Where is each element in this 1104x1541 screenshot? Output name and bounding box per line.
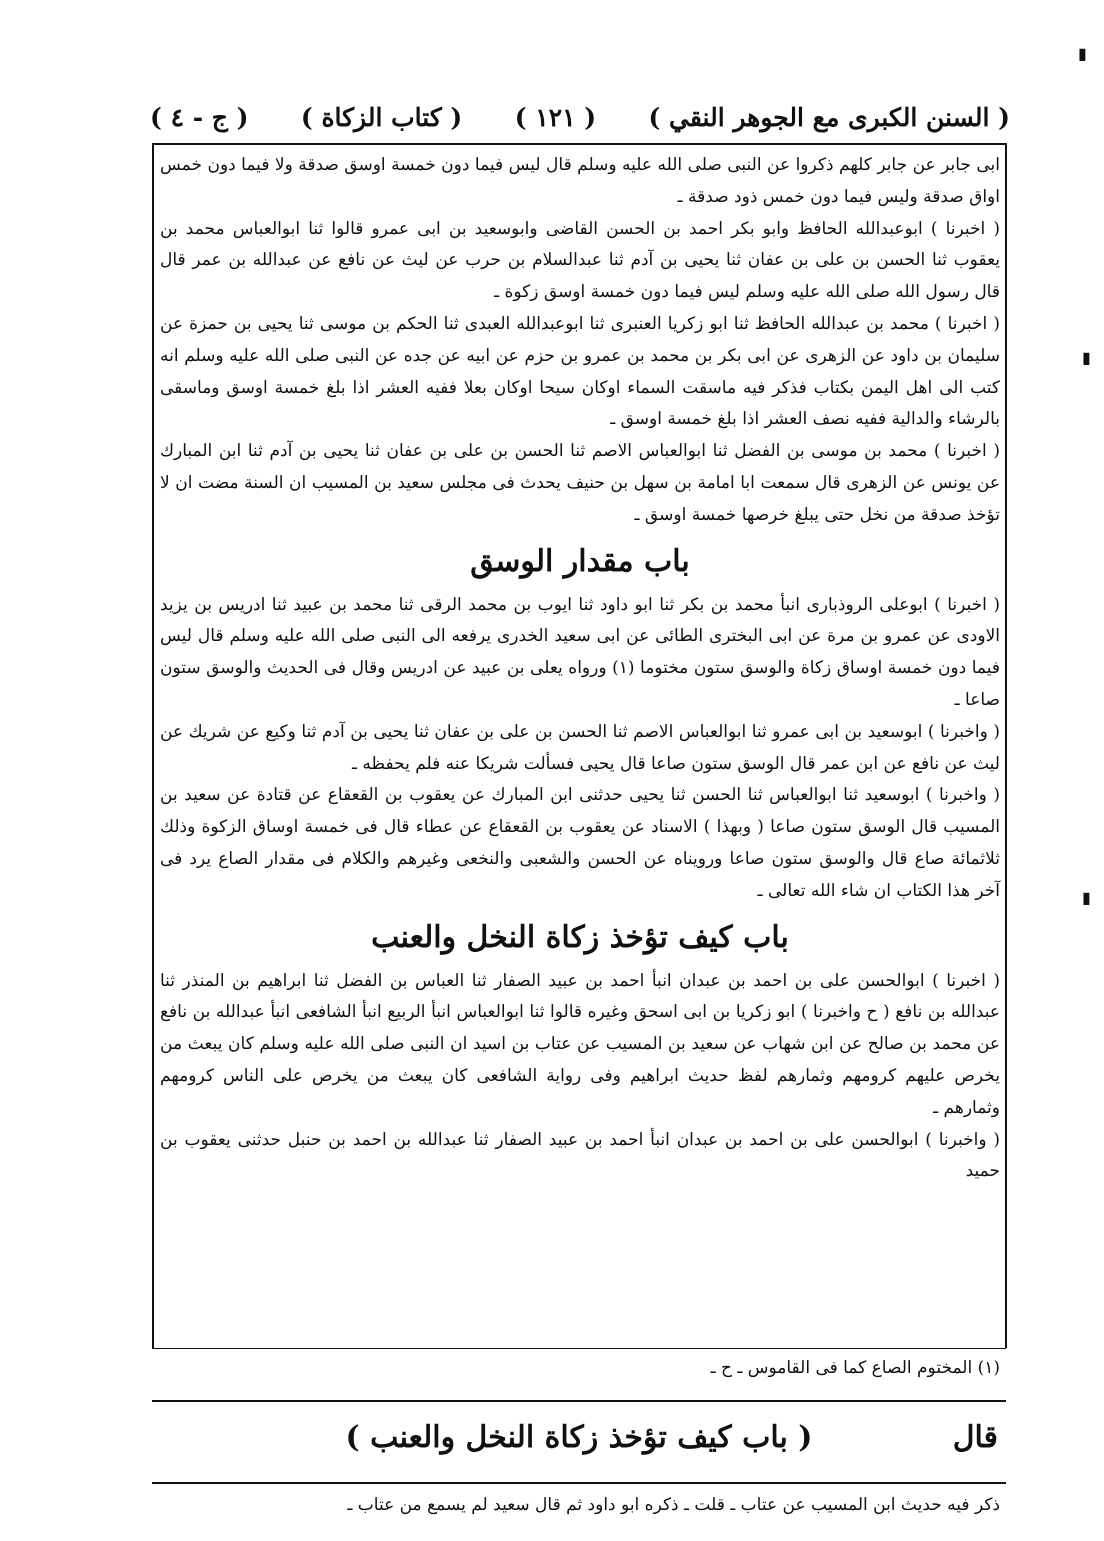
section-title: ( كتاب الزكاة ) — [300, 102, 463, 132]
commentary-text: ذكر فيه حديث ابن المسيب عن عتاب ـ قلت ـ ذكره ابو داود ثم قال سعيد لم يسمع من عتاب ـ — [347, 1495, 1000, 1515]
commentary-heading-box — [152, 1400, 1006, 1484]
qala-label: قال — [952, 1420, 998, 1455]
running-header — [150, 92, 1010, 142]
main-text — [160, 150, 1000, 1188]
paragraph: ( اخبرنا ) ابوعلى الروذبارى انبأ محمد بن بكر ثنا ابو داود ثنا ايوب بن محمد الرقى ثنا محمد بن عبيد ثنا ادريس بن يزيد الاودى عن عمرو بن مرة عن ابى البخترى الطائى عن ابى سعيد الخدرى يرفعه الى النبى صلى الله عليه وسلم قال ليس فيما دون خمسة اوساق زكاة والوسق ستون مختوما (١) ورواه يعلى بن عبيد عن ادريس وقال فى الحديث والوسق ستون صاعا ـ — [160, 594, 1000, 710]
footnote: (١) المختوم الصاع كما فى القاموس ـ ح ـ — [710, 1358, 1000, 1378]
footnote-rule — [152, 1348, 1006, 1349]
page-number: ( ١٢١ ) — [514, 102, 597, 132]
margin-mark-icon: ▮ — [1078, 44, 1087, 63]
paragraph: ( اخبرنا ) ابوالحسن على بن احمد بن عبدان انبأ احمد بن عبيد الصفار ثنا العباس بن الفضل ثنا ابراهيم بن المنذر ثنا عبدالله بن نافع ( ح واخبرنا ) ابو زكريا بن ابى اسحق وغيره قالوا ثنا ابوالعباس انبأ الربيع انبأ الشافعى انبأ عبدالله بن نافع عن محمد بن صالح عن ابن شهاب عن سعيد بن المسيب عن عتاب بن اسيد ان النبى صلى الله عليه وسلم كان يبعث من يخرص عليهم كرومهم وثمارهم لفظ حديث ابراهيم وفى رواية الشافعى كان يبعث من يخرص على الناس كرومهم وثمارهم ـ — [160, 970, 1000, 1118]
chapter-heading: باب مقدار الوسق — [470, 543, 690, 579]
header-rule — [152, 143, 1006, 145]
left-frame-rule — [152, 143, 154, 1348]
chapter-heading: باب كيف تؤخذ زكاة النخل والعنب — [371, 919, 789, 955]
paragraph: ( واخبرنا ) ابوسعيد ثنا ابوالعباس ثنا الحسن ثنا يحيى حدثنى ابن المبارك عن يعقوب بن القعقاع عن قتادة عن سعيد بن المسيب قال الوسق ستون صاعا ( وبهذا ) الاسناد عن يعقوب بن القعقاع عن عطاء قال فى خمسة اوساق الزكوة وذلك ثلاثمائة صاع قال والوسق ستون صاعا ورويناه عن الحسن والشعبى والنخعى وغيرهم والكلام فى مقدار الصاع يرد فى آخر هذا الكتاب ان شاء الله تعالى ـ — [160, 785, 1000, 901]
paragraph: ( اخبرنا ) ابوعبدالله الحافظ وابو بكر احمد بن الحسن القاضى وابوسعيد بن ابى عمرو قالوا ثنا ابوالعباس محمد بن يعقوب ثنا الحسن بن على بن عفان ثنا يحيى بن آدم ثنا عبدالسلام بن حرب عن ليث عن نافع عن عبدالله بن عمر قال قال رسول الله صلى الله عليه وسلم ليس فيما دون خمسة اوسق زكوة ـ — [160, 218, 1000, 303]
margin-mark-icon: ▮ — [1082, 888, 1091, 907]
right-frame-rule — [1005, 143, 1007, 1348]
paragraph: ( واخبرنا ) ابوسعيد بن ابى عمرو ثنا ابوالعباس الاصم ثنا الحسن بن على بن عفان ثنا يحيى بن آدم ثنا وكيع عن شريك عن ليث عن نافع عن ابن عمر قال الوسق ستون صاعا قال يحيى فسألت شريكا عنه فلم يحفظه ـ — [160, 721, 1000, 774]
paragraph: ( واخبرنا ) ابوالحسن على بن احمد بن عبدان انبأ احمد بن عبيد الصفار ثنا عبدالله بن احمد بن حنبل حدثنى يعقوب بن حميد — [160, 1129, 1000, 1182]
book-title: ( السنن الكبرى مع الجوهر النقي ) — [648, 102, 1010, 132]
commentary-chapter-title: ( باب كيف تؤخذ زكاة النخل والعنب ) — [345, 1420, 813, 1455]
paragraph: ( اخبرنا ) محمد بن موسى بن الفضل ثنا ابوالعباس الاصم ثنا الحسن بن على بن عفان ثنا يحيى بن آدم ثنا ابن المبارك عن يونس عن الزهرى قال سمعت ابا امامة بن سهل بن حنيف يحدث فى مجلس سعيد بن المسيب ان السنة مضت ان لا تؤخذ صدقة من نخل حتى يبلغ خرصها خمسة اوسق ـ — [160, 441, 1000, 525]
paragraph: ابى جابر عن جابر كلهم ذكروا عن النبى صلى الله عليه وسلم قال ليس فيما دون خمسة اوسق صدقة ولا فيما دون خمس اواق صدقة وليس فيما دون خمس ذود صدقة ـ — [160, 155, 1000, 207]
margin-mark-icon: ▮ — [1082, 348, 1091, 367]
paragraph: ( اخبرنا ) محمد بن عبدالله الحافظ ثنا ابو زكريا العنبرى ثنا ابوعبدالله العبدى ثنا الحكم بن موسى ثنا يحيى بن حمزة عن سليمان بن داود عن الزهرى عن ابى بكر بن محمد بن عمرو بن حزم عن ابيه عن جده عن النبى صلى الله عليه وسلم انه كتب الى اهل اليمن بكتاب فذكر فيه ماسقت السماء اوكان سيحا اوكان بعلا ففيه العشر اذا بلغ خمسة اوسق وماسقى بالرشاء والدالية ففيه نصف العشر اذا بلغ خمسة اوسق ـ — [160, 313, 1000, 430]
volume-number: ( ج - ٤ ) — [150, 102, 249, 132]
